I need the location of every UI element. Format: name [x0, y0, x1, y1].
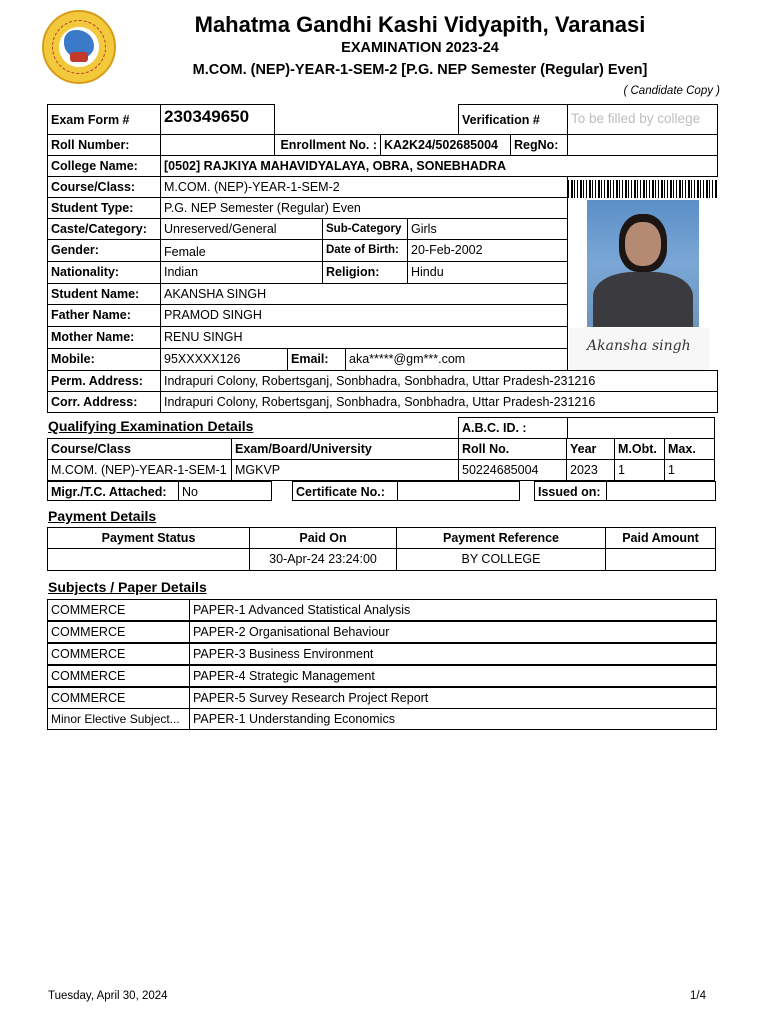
- qual-roll-value: 50224685004: [458, 459, 567, 481]
- subjects-section-title: Subjects / Paper Details: [48, 579, 207, 595]
- enrollment-value: KA2K24/502685004: [380, 134, 511, 156]
- corr-address-label: Corr. Address:: [47, 391, 161, 413]
- student-name-label: Student Name:: [47, 283, 161, 305]
- payment-paid-on-value: 30-Apr-24 23:24:00: [249, 548, 397, 571]
- payment-section-title: Payment Details: [48, 508, 157, 524]
- qual-header-mobt: M.Obt.: [614, 438, 665, 460]
- student-name-value: AKANSHA SINGH: [160, 283, 568, 305]
- exam-title: EXAMINATION 2023-24: [341, 40, 499, 56]
- student-type-label: Student Type:: [47, 197, 161, 219]
- perm-address-label: Perm. Address:: [47, 370, 161, 392]
- payment-amount-value: [605, 548, 716, 571]
- gender-label: Gender:: [47, 239, 161, 262]
- mobile-value: 95XXXXX126: [160, 348, 288, 371]
- paper-name: PAPER-4 Strategic Management: [189, 665, 717, 687]
- migr-value: No: [178, 481, 272, 501]
- abc-id-value: [567, 417, 715, 439]
- religion-label: Religion:: [322, 261, 408, 284]
- exam-form-label: Exam Form #: [47, 104, 161, 135]
- college-label: College Name:: [47, 155, 161, 177]
- payment-header-reference: Payment Reference: [396, 527, 606, 549]
- mobile-label: Mobile:: [47, 348, 161, 371]
- student-photo: [587, 200, 699, 327]
- exam-form-number: 230349650: [160, 104, 275, 135]
- qual-year-value: 2023: [566, 459, 615, 481]
- subject-name: COMMERCE: [47, 643, 190, 665]
- paper-name: PAPER-5 Survey Research Project Report: [189, 687, 717, 709]
- corr-address-value: Indrapuri Colony, Robertsganj, Sonbhadra, Sonbhadra, Uttar Pradesh-231216: [160, 391, 718, 413]
- issued-value: [606, 481, 716, 501]
- issued-label: Issued on:: [534, 481, 607, 501]
- payment-status-value: [47, 548, 250, 571]
- father-name-label: Father Name:: [47, 304, 161, 327]
- college-value: [0502] RAJKIYA MAHAVIDYALAYA, OBRA, SONEBHADRA: [160, 155, 718, 177]
- qualifying-section-title: Qualifying Examination Details: [48, 418, 254, 434]
- qual-header-board: Exam/Board/University: [231, 438, 459, 460]
- course-value: M.COM. (NEP)-YEAR-1-SEM-2: [160, 176, 568, 198]
- qual-course-value: M.COM. (NEP)-YEAR-1-SEM-1: [47, 459, 232, 481]
- mother-name-label: Mother Name:: [47, 326, 161, 349]
- student-signature: Akansha singh: [569, 328, 709, 372]
- course-title: M.COM. (NEP)-YEAR-1-SEM-2 [P.G. NEP Semester (Regular) Even]: [192, 62, 648, 78]
- verification-label: Verification #: [458, 104, 568, 135]
- dob-value: 20-Feb-2002: [407, 239, 568, 262]
- subject-name: COMMERCE: [47, 665, 190, 687]
- gender-value: Female: [160, 239, 323, 262]
- mother-name-value: RENU SINGH: [160, 326, 568, 349]
- qual-mobt-value: 1: [614, 459, 665, 481]
- qual-header-course: Course/Class: [47, 438, 232, 460]
- candidate-copy-label: ( Candidate Copy ): [623, 85, 720, 97]
- roll-number-value: [160, 134, 275, 156]
- university-title: Mahatma Gandhi Kashi Vidyapith, Varanasi: [194, 12, 646, 37]
- regno-label: RegNo:: [510, 134, 568, 156]
- email-value: aka*****@gm***.com: [345, 348, 568, 371]
- qual-board-value: MGKVP: [231, 459, 459, 481]
- religion-value: Hindu: [407, 261, 568, 284]
- certificate-value: [397, 481, 520, 501]
- caste-value: Unreserved/General: [160, 218, 323, 240]
- barcode: [568, 180, 718, 198]
- subject-name: COMMERCE: [47, 687, 190, 709]
- payment-reference-value: BY COLLEGE: [396, 548, 606, 571]
- verification-value: To be filled by college: [567, 104, 718, 135]
- page-number: 1/4: [690, 990, 706, 1002]
- subcategory-label: Sub-Category: [322, 218, 408, 240]
- paper-name: PAPER-3 Business Environment: [189, 643, 717, 665]
- qual-header-max: Max.: [664, 438, 715, 460]
- perm-address-value: Indrapuri Colony, Robertsganj, Sonbhadra, Sonbhadra, Uttar Pradesh-231216: [160, 370, 718, 392]
- payment-header-amount: Paid Amount: [605, 527, 716, 549]
- footer-date: Tuesday, April 30, 2024: [48, 990, 168, 1002]
- subject-name: COMMERCE: [47, 621, 190, 643]
- nationality-value: Indian: [160, 261, 323, 284]
- enrollment-label: Enrollment No. :: [274, 134, 381, 156]
- subject-name: COMMERCE: [47, 599, 190, 621]
- payment-header-paid-on: Paid On: [249, 527, 397, 549]
- subcategory-value: Girls: [407, 218, 568, 240]
- subject-name: Minor Elective Subject...: [47, 708, 190, 730]
- abc-id-label: A.B.C. ID. :: [458, 417, 568, 439]
- caste-label: Caste/Category:: [47, 218, 161, 240]
- migr-label: Migr./T.C. Attached:: [47, 481, 179, 501]
- father-name-value: PRAMOD SINGH: [160, 304, 568, 327]
- paper-name: PAPER-2 Organisational Behaviour: [189, 621, 717, 643]
- student-type-value: P.G. NEP Semester (Regular) Even: [160, 197, 568, 219]
- paper-name: PAPER-1 Understanding Economics: [189, 708, 717, 730]
- course-label: Course/Class:: [47, 176, 161, 198]
- email-label: Email:: [287, 348, 346, 371]
- qual-header-year: Year: [566, 438, 615, 460]
- roll-number-label: Roll Number:: [47, 134, 161, 156]
- payment-header-status: Payment Status: [47, 527, 250, 549]
- nationality-label: Nationality:: [47, 261, 161, 284]
- certificate-label: Certificate No.:: [292, 481, 398, 501]
- qual-max-value: 1: [664, 459, 715, 481]
- regno-value: [567, 134, 718, 156]
- dob-label: Date of Birth:: [322, 239, 408, 262]
- paper-name: PAPER-1 Advanced Statistical Analysis: [189, 599, 717, 621]
- qual-header-roll: Roll No.: [458, 438, 567, 460]
